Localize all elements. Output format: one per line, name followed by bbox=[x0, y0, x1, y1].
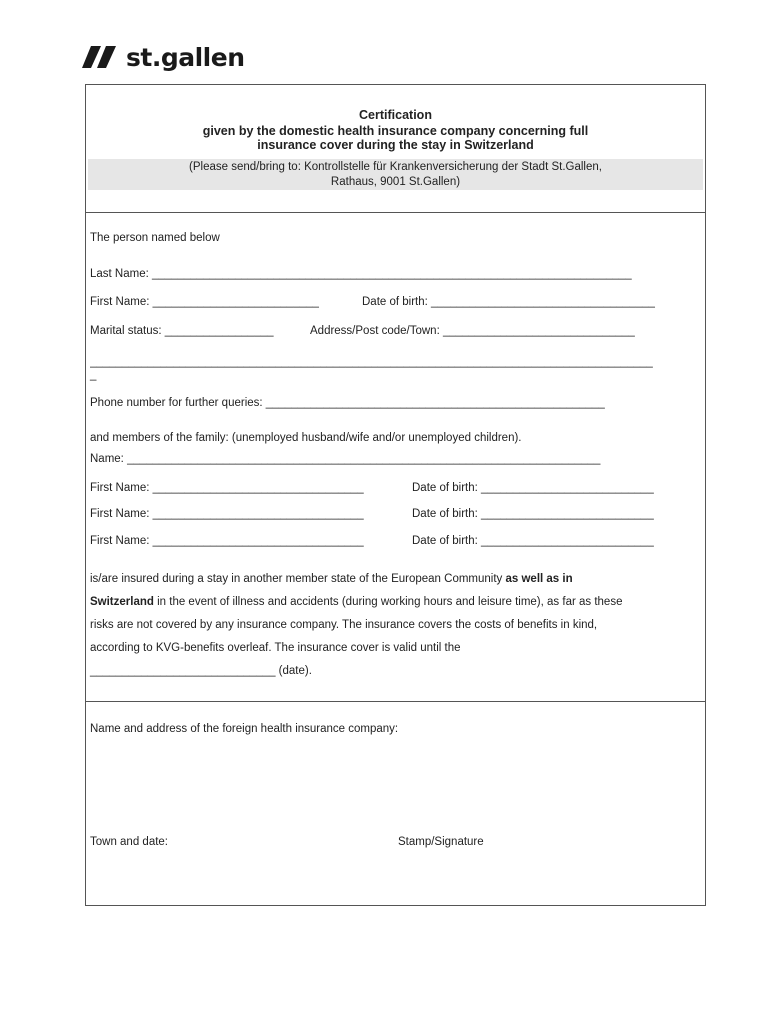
marital-status-field[interactable]: Marital status: _________________ bbox=[90, 325, 274, 337]
intro-text: The person named below bbox=[90, 232, 220, 244]
certification-form bbox=[85, 84, 706, 906]
send-to-note-line-2: Rathaus, 9001 St.Gallen) bbox=[330, 175, 461, 188]
family-name-field[interactable]: Name: __________________________________________________________________________ bbox=[90, 453, 601, 465]
statement-line-1 bbox=[90, 573, 573, 585]
foreign-insurer-label: Name and address of the foreign health insurance company: bbox=[90, 723, 399, 735]
family-intro: and members of the family: (unemployed husband/wife and/or unemployed children). bbox=[90, 432, 522, 444]
logo bbox=[82, 40, 245, 74]
family-first-name-field-1[interactable]: First Name: _________________________________ bbox=[90, 482, 364, 494]
form-header bbox=[86, 85, 705, 213]
statement-line-1-text: is/are insured during a stay in another member state of the European Community bbox=[90, 573, 506, 585]
send-to-note-line-1: (Please send/bring to: Kontrollstelle für Krankenversicherung der Stadt St.Gallen, bbox=[189, 161, 602, 173]
double-slash-logo-mark bbox=[82, 46, 122, 68]
family-first-name-field-2[interactable]: First Name: _________________________________ bbox=[90, 508, 364, 520]
statement-line-2-text: in the event of illness and accidents (during working hours and leisure time), as far as these bbox=[153, 596, 623, 608]
valid-until-date-field[interactable]: _____________________________ (date). bbox=[90, 665, 312, 677]
stamp-signature-label: Stamp/Signature bbox=[398, 836, 484, 848]
last-name-field[interactable]: Last Name: ___________________________________________________________________________ bbox=[90, 268, 632, 280]
phone-field[interactable]: Phone number for further queries: _____________________________________________________ bbox=[90, 397, 605, 409]
statement-line-3: risks are not covered by any insurance company. The insurance covers the costs of benefits in kind, bbox=[90, 619, 598, 631]
family-dob-field-1[interactable]: Date of birth: ___________________________ bbox=[412, 482, 654, 494]
send-to-note bbox=[88, 159, 703, 190]
first-name-field[interactable]: First Name: __________________________ bbox=[90, 296, 319, 308]
family-first-name-field-3[interactable]: First Name: _________________________________ bbox=[90, 535, 364, 547]
logo-text: st.gallen bbox=[126, 42, 245, 72]
form-subtitle-line-1: given by the domestic health insurance company concerning full bbox=[202, 124, 589, 138]
form-title: Certification bbox=[359, 108, 432, 122]
section-divider bbox=[86, 701, 705, 702]
statement-line-2 bbox=[90, 596, 622, 608]
statement-line-2-bold: Switzerland bbox=[90, 596, 154, 608]
form-subtitle-line-2: insurance cover during the stay in Switzerland bbox=[257, 138, 534, 152]
family-dob-field-2[interactable]: Date of birth: ___________________________ bbox=[412, 508, 654, 520]
address-continuation-end: _ bbox=[90, 369, 97, 381]
statement-line-4: according to KVG-benefits overleaf. The insurance cover is valid until the bbox=[90, 642, 461, 654]
address-continuation-line[interactable]: ________________________________________________________________________________________ bbox=[90, 356, 653, 368]
family-dob-field-3[interactable]: Date of birth: ___________________________ bbox=[412, 535, 654, 547]
date-of-birth-field[interactable]: Date of birth: ___________________________________ bbox=[362, 296, 655, 308]
statement-line-1-bold: as well as in bbox=[505, 573, 573, 585]
town-and-date-label: Town and date: bbox=[90, 836, 169, 848]
address-field[interactable]: Address/Post code/Town: ______________________________ bbox=[310, 325, 635, 337]
